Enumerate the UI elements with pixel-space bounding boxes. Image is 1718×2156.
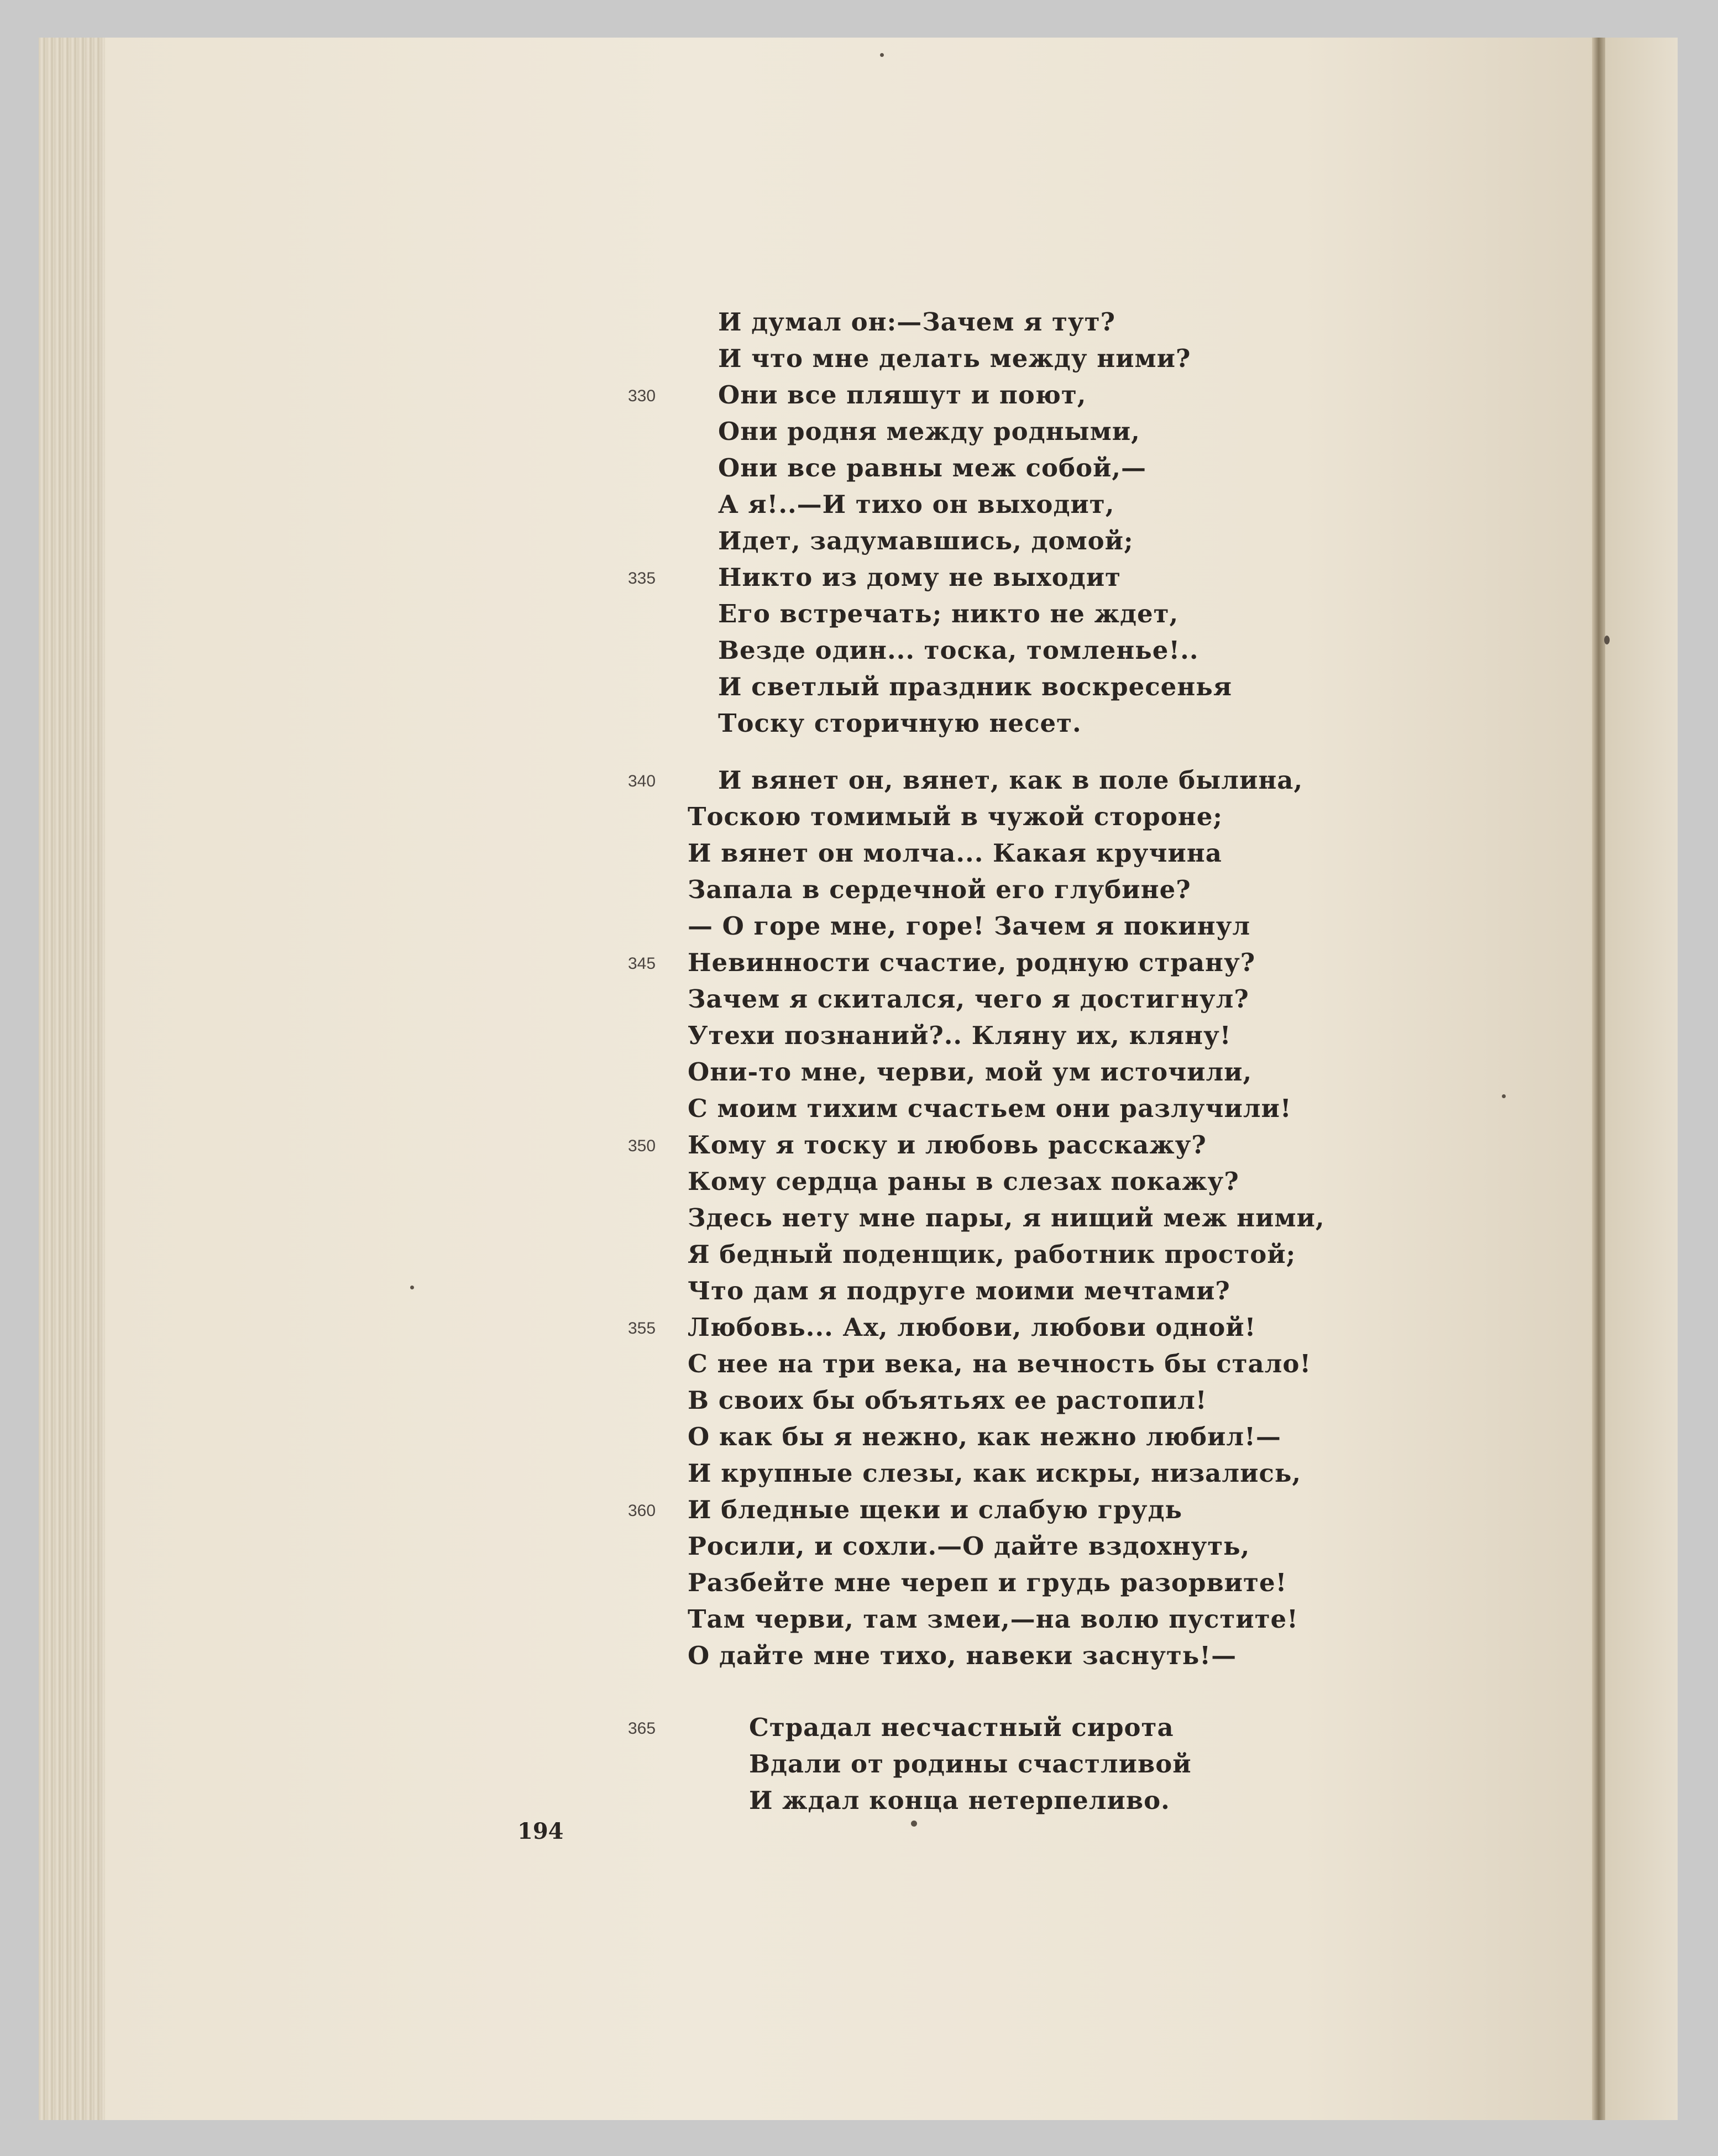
page-number: 194: [517, 1818, 564, 1844]
verse-line: Его встречать; никто не ждет,: [718, 599, 1179, 628]
verse-line: Там черви, там змеи,—на волю пустите!: [688, 1604, 1298, 1634]
verse-line: Идет, задумавшись, домой;: [718, 526, 1134, 555]
scanned-book-spread: [39, 38, 1678, 2120]
verse-line: Зачем я скитался, чего я достигнул?: [688, 984, 1249, 1014]
ink-speck: [911, 1821, 917, 1827]
verse-line: Вдали от родины счастливой: [749, 1749, 1192, 1779]
verse-line: И вянет он, вянет, как в поле былина,: [718, 765, 1303, 795]
verse-line: Здесь нету мне пары, я нищий меж ними,: [688, 1203, 1325, 1232]
verse-line: Я бедный поденщик, работник простой;: [688, 1240, 1296, 1269]
verse-line: Никто из дому не выходит: [718, 563, 1121, 592]
verse-line: И ждал конца нетерпеливо.: [749, 1786, 1170, 1815]
ink-speck: [1502, 1094, 1506, 1098]
verse-line: О дайте мне тихо, навеки заснуть!—: [688, 1641, 1237, 1670]
verse-line: С нее на три века, на вечность бы стало!: [688, 1349, 1312, 1378]
verse-line: Они-то мне, черви, мой ум источили,: [688, 1057, 1253, 1087]
verse-line: Кому сердца раны в слезах покажу?: [688, 1167, 1239, 1196]
verse-line: И думал он:—Зачем я тут?: [718, 307, 1115, 337]
verse-line: В своих бы объятьях ее растопил!: [688, 1386, 1207, 1415]
poem-text: [39, 38, 1678, 2120]
verse-line: Везде один... тоска, томленье!..: [718, 636, 1199, 665]
line-number: 350: [628, 1137, 656, 1155]
verse-line: И светлый праздник воскресенья: [718, 672, 1233, 701]
line-number: 335: [628, 569, 656, 587]
line-number: 360: [628, 1502, 656, 1520]
verse-line: О как бы я нежно, как нежно любил!—: [688, 1422, 1281, 1451]
verse-line: Они все равны меж собой,—: [718, 453, 1147, 482]
verse-line: — О горе мне, горе! Зачем я покинул: [688, 911, 1251, 941]
line-number: 330: [628, 387, 656, 405]
verse-line: Что дам я подруге моими мечтами?: [688, 1276, 1230, 1305]
line-number: 345: [628, 954, 656, 973]
verse-line: Тоскою томимый в чужой стороне;: [688, 802, 1223, 831]
verse-line: С моим тихим счастьем они разлучили!: [688, 1094, 1292, 1123]
verse-line: Страдал несчастный сирота: [749, 1713, 1174, 1742]
verse-line: Тоску сторичную несет.: [718, 709, 1082, 738]
verse-line: И бледные щеки и слабую грудь: [688, 1495, 1183, 1524]
verse-line: Разбейте мне череп и грудь разорвите!: [688, 1568, 1287, 1597]
line-number: 365: [628, 1719, 656, 1738]
verse-line: Любовь... Ах, любови, любови одной!: [688, 1313, 1256, 1342]
line-number: 355: [628, 1319, 656, 1337]
verse-line: Они родня между родными,: [718, 417, 1140, 446]
verse-line: И вянет он молча... Какая кручина: [688, 838, 1222, 868]
ink-speck: [880, 53, 884, 57]
verse-line: Они все пляшут и поют,: [718, 380, 1087, 410]
verse-line: И что мне делать между ними?: [718, 344, 1191, 373]
ink-speck: [410, 1286, 414, 1289]
verse-line: А я!..—И тихо он выходит,: [718, 490, 1115, 519]
line-number: 340: [628, 772, 656, 790]
verse-line: Утехи познаний?.. Кляну их, кляну!: [688, 1021, 1232, 1050]
ink-speck: [1604, 636, 1610, 644]
verse-line: Кому я тоску и любовь расскажу?: [688, 1130, 1207, 1160]
verse-line: И крупные слезы, как искры, низались,: [688, 1459, 1302, 1488]
verse-line: Запала в сердечной его глубине?: [688, 875, 1191, 904]
verse-line: Росили, и сохли.—О дайте вздохнуть,: [688, 1531, 1250, 1561]
verse-line: Невинности счастие, родную страну?: [688, 948, 1256, 977]
